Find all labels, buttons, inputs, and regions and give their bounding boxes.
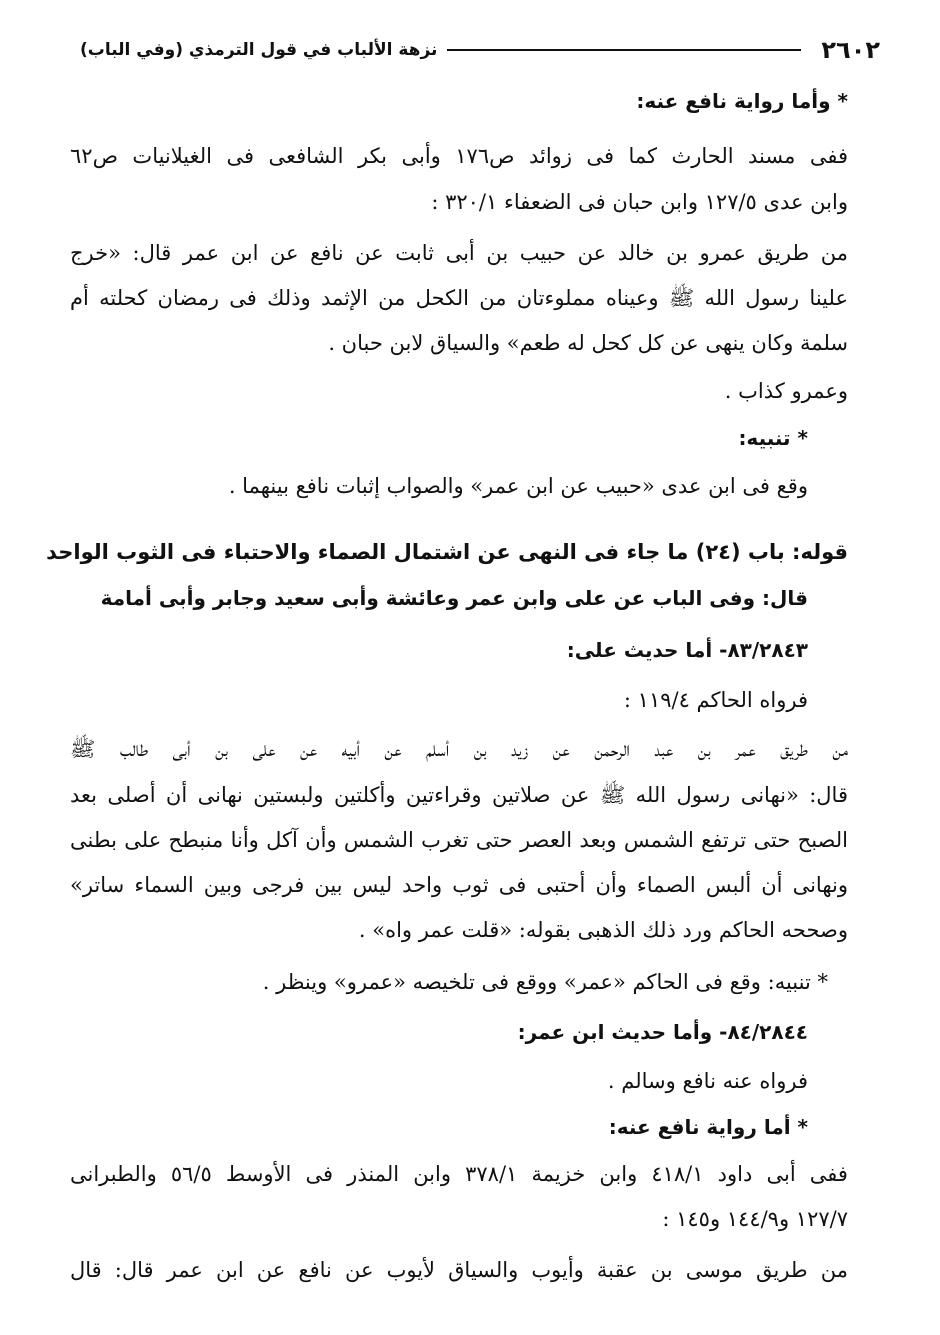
text-line: من طريق موسى بن عقبة وأيوب والسياق لأيوب عن نافع عن ابن عمر قال: قال <box>70 1258 848 1282</box>
text-line: سلمة وكان ينهى عن كل كحل له طعم» والسياق لابن حبان . <box>328 331 848 355</box>
hadith-heading: ٨٤/٢٨٤٤- وأما حديث ابن عمر: <box>517 1020 808 1044</box>
chapter-heading: قوله: باب (٢٤) ما جاء فى النهى عن اشتمال الصماء والاحتباء فى الثوب الواحد <box>46 540 848 564</box>
text-line: ١٢٧/٧ و١٤٤/٩ و١٤٥ : <box>662 1207 848 1231</box>
header-rule <box>447 49 801 51</box>
chapter-subheading: قال: وفى الباب عن على وابن عمر وعائشة وأبى سعيد وجابر وأبى أمامة <box>100 586 808 610</box>
note-heading: * تنبيه: <box>738 426 808 450</box>
text-line: وقع فى ابن عدى «حبيب عن ابن عمر» والصواب إثبات نافع بينهما . <box>228 474 808 498</box>
text-line: من طريق عمرو بن خالد عن حبيب بن أبى ثابت عن نافع عن ابن عمر قال: «خرج <box>70 241 848 265</box>
page-number: ٢٦٠٢ <box>821 36 880 64</box>
text-line: ففى مسند الحارث كما فى زوائد ص١٧٦ وأبى بكر الشافعى فى الغيلانيات ص٦٢ <box>70 144 848 168</box>
running-title: نزهة الألباب في قول الترمذي (وفي الباب) <box>80 40 438 60</box>
section-heading: * وأما رواية نافع عنه: <box>636 89 848 113</box>
text-line: وصححه الحاكم ورد ذلك الذهبى بقوله: «قلت عمر واه» . <box>358 918 848 942</box>
text-line: علينا رسول الله ﷺ وعيناه مملوءتان من الكحل من الإثمد وذلك فى رمضان كحلته أم <box>70 286 848 310</box>
text-line: الصبح حتى ترتفع الشمس وبعد العصر حتى تغرب الشمس وأن آكل وأنا منبطح على بطنى <box>70 828 848 852</box>
hadith-heading: ٨٣/٢٨٤٣- أما حديث على: <box>566 638 808 662</box>
text-line: فرواه عنه نافع وسالم . <box>607 1069 808 1093</box>
page-header <box>80 30 880 70</box>
text-line: فرواه الحاكم ١١٩/٤ : <box>623 688 808 712</box>
note-line: * تنبيه: وقع فى الحاكم «عمر» ووقع فى تلخيصه «عمرو» وينظر . <box>262 970 828 994</box>
section-heading: * أما رواية نافع عنه: <box>608 1115 808 1139</box>
text-line: ونهانى أن ألبس الصماء وأن أحتبى فى ثوب واحد ليس بين فرجى وبين السماء ساتر» <box>70 873 848 897</box>
text-line: وابن عدى ١٢٧/٥ وابن حبان فى الضعفاء ٣٢٠/١ : <box>431 190 848 214</box>
text-line: قال: «نهانى رسول الله ﷺ عن صلاتين وقراءتين وأكلتين ولبستين نهانى أن أصلى بعد <box>70 783 848 807</box>
text-line: ففى أبى داود ٤١٨/١ وابن خزيمة ٣٧٨/١ وابن المنذر فى الأوسط ٥٦/٥ والطبرانى <box>70 1162 848 1186</box>
text-line: وعمرو كذاب . <box>724 379 848 403</box>
text-line: من طريق عمر بن عبد الرحمن عن زيد بن أسلم عن أبيه عن على بن أبى طالب ﷺ <box>70 737 848 761</box>
